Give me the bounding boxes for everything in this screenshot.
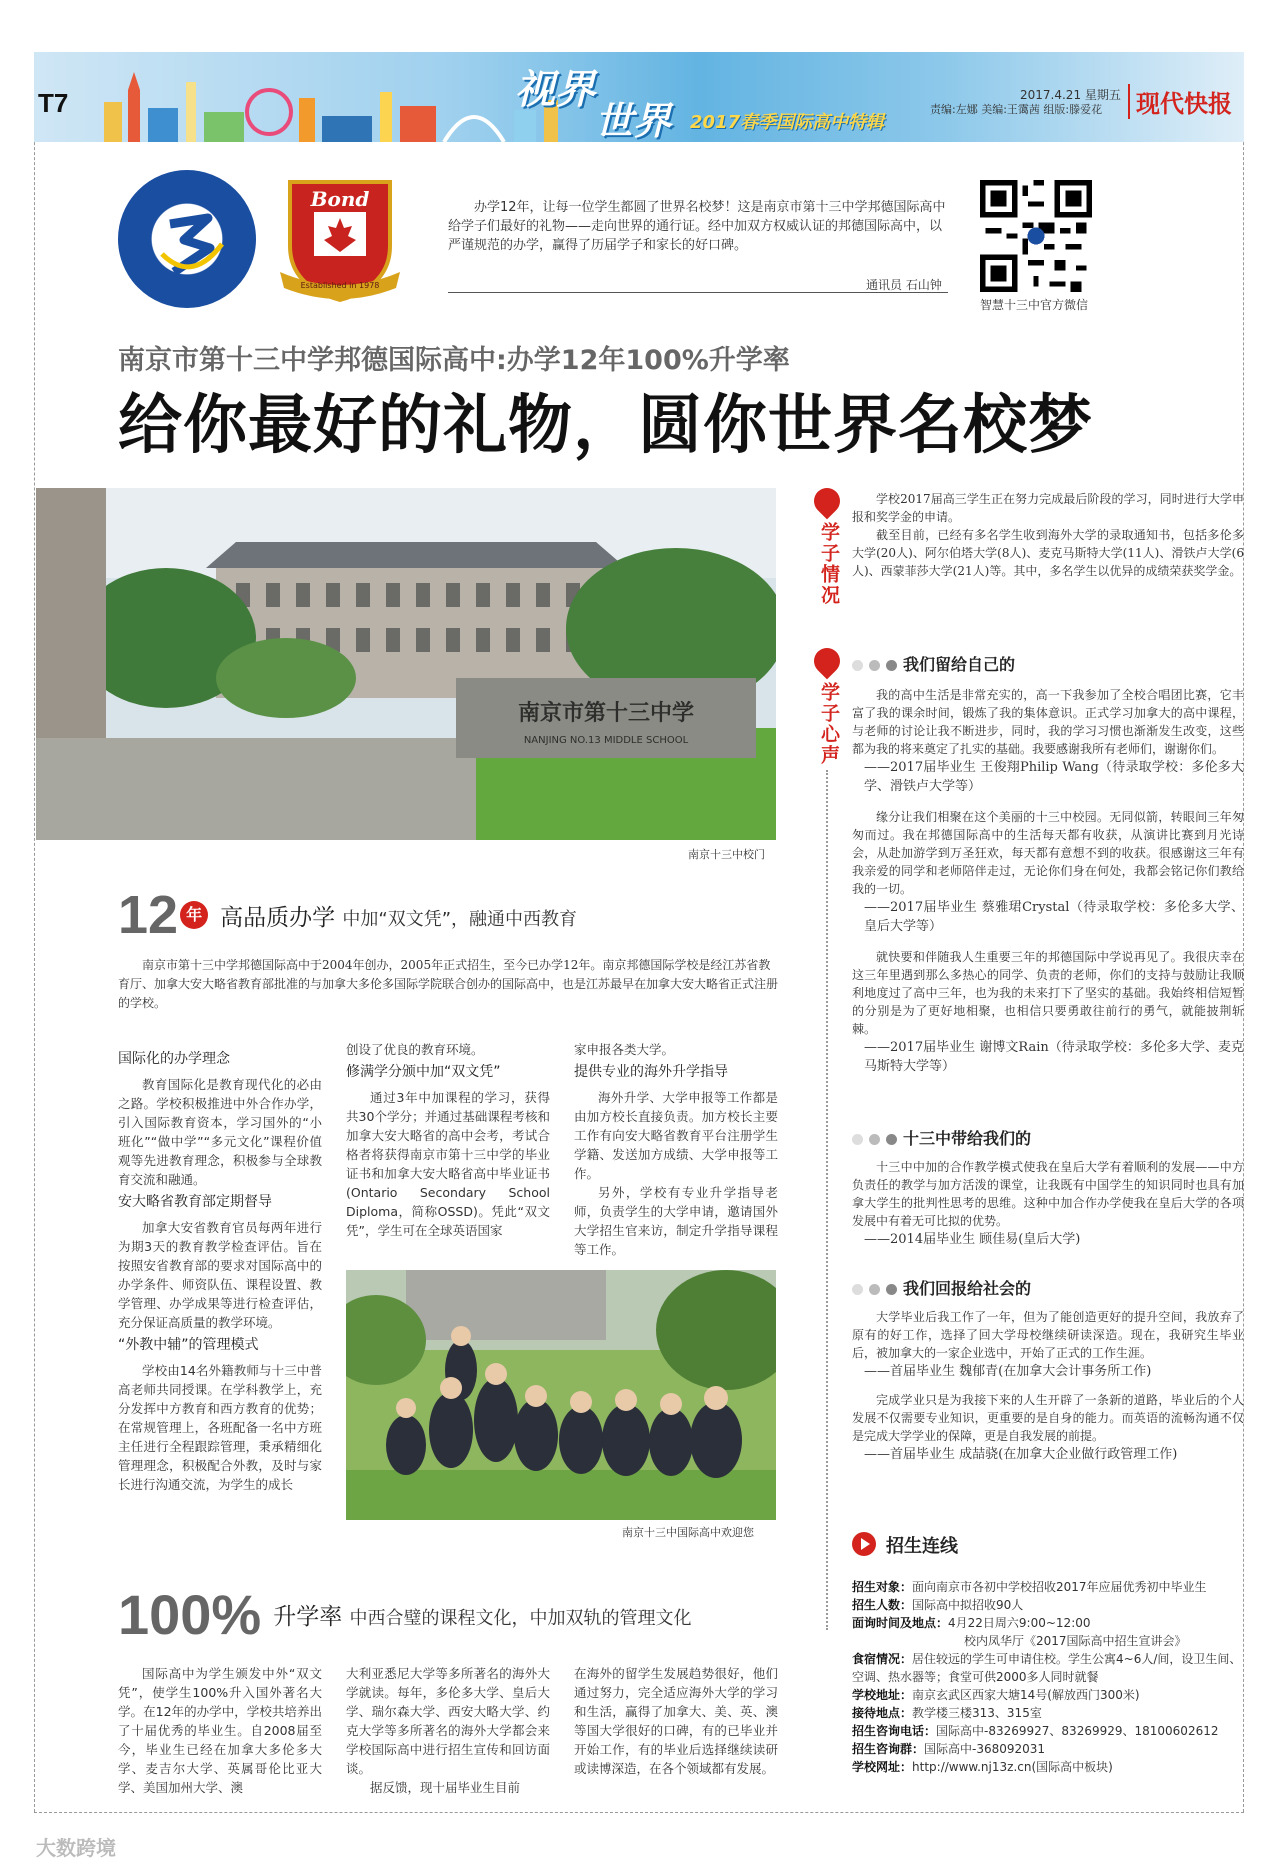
enroll-row-lodging [852, 1650, 1244, 1686]
voice-4-signature: ——2014届毕业生 顾佳易(皇后大学) [864, 1232, 1081, 1247]
enroll-row-phone [852, 1722, 1244, 1740]
issue-date: 2017.4.21 星期五 [1020, 88, 1121, 102]
page-number: T7 [38, 88, 69, 118]
enroll-row-website [852, 1758, 1244, 1776]
voices-block-3 [852, 1308, 1244, 1464]
col1-heading-1: 国际化的办学理念 [118, 1051, 230, 1067]
voices-heading-1 [852, 652, 1015, 675]
section-100-title [273, 1598, 691, 1631]
article-column-5 [346, 1664, 550, 1797]
article-column-4 [118, 1664, 322, 1797]
enroll-row-target [852, 1578, 1244, 1596]
enroll-value: 居住较远的学生可申请住校。学生公寓4~6人/间，设卫生间、空调、热水器等；食堂可供2000多人同时就餐 [852, 1652, 1242, 1684]
col5-paragraph-1: 大利亚悉尼大学等多所著名的海外大学就读。每年，多伦多大学、皇后大学、瑞尔森大学、西安大略大学、约克大学等多所著名的海外大学都会来学校国际高中进行招生宣传和回访面谈。 [346, 1666, 550, 1776]
enroll-key: 接待地点： [852, 1706, 913, 1720]
col2-paragraph-1: 通过3年中加课程的学习，获得共30个学分；并通过基础课程考核和加拿大安大略省的高中会考，考试合格者将获得南京市第十三中学的毕业证书和加拿大安大略省高中毕业证书(Ontario Secondary School Diploma，简称OSSD)。凭此“双文凭”，学生可在全球英语国家 [346, 1090, 550, 1238]
column-dotted-divider [826, 770, 828, 1630]
voices-block-1 [852, 686, 1244, 1076]
qr-caption: 智慧十三中官方微信 [980, 298, 1089, 312]
voice-3: 就快要和伴随我人生重要三年的邦德国际中学说再见了。我很庆幸在这三年里遇到那么多热心的同学、负责的老师，你们的支持与鼓励让我顺利地度过了高中三年，也为我的未来打下了坚实的基础。我始终相信短暂的分别是为了更好地相聚，也相信只要勇敢往前行的勇气，就能披荆斩棘。 [852, 950, 1244, 1036]
col6-paragraph-1: 在海外的留学生发展趋势很好，他们通过努力，完全适应海外大学的学习和生活，赢得了加拿大、美、英、澳等国大学很好的口碑，有的已毕业并开始工作，有的毕业后选择继续读研或读博深造，在各个领域都有发展。 [574, 1666, 778, 1776]
enroll-key: 招生对象： [852, 1580, 913, 1594]
article-column-1 [118, 1046, 322, 1494]
voice-2: 缘分让我们相聚在这个美丽的十三中校园。无同似箭，转眼间三年匆匆而过。我在邦德国际高中的生活每天都有收获，从演讲比赛到月光诗会，从赴加游学到万圣狂欢，每天都有意想不到的收获。很感谢这三年有我亲爱的同学和老师陪伴走过，无论你们身在何处，我都会铭记你们教给我的一切。 [852, 810, 1244, 896]
status-paragraph-1: 学校2017届高三学生正在努力完成最后阶段的学习，同时进行大学申报和奖学金的申请。 [852, 492, 1244, 524]
enroll-key: 学校地址： [852, 1688, 913, 1702]
enroll-key: 面询时间及地点： [852, 1616, 949, 1630]
col4-paragraph-1: 国际高中为学生颁发中外“双文凭”，使学生100%升入国外著名大学。在12年的办学中，学校共培养出了十届优秀的毕业生。自2008届至今，毕业生已经在加拿大多伦多大学、麦吉尔大学、英属哥伦比亚大学、美国加州大学、澳 [118, 1666, 322, 1795]
section-100-title-text: 升学率 [273, 1604, 343, 1630]
enroll-row-time [852, 1614, 1244, 1632]
dot-icon [852, 660, 863, 671]
article-column-3 [574, 1040, 778, 1259]
qr-code[interactable] [980, 180, 1092, 292]
col3-paragraph-2: 另外，学校有专业升学指导老师，负责学生的大学申请，邀请国外大学招生官来访，制定升学指导课程等工作。 [574, 1185, 778, 1257]
voice-5: 大学毕业后我工作了一年，但为了能创造更好的提升空间，我放弃了原有的好工作，选择了回大学母校继续研读深造。现在，我研究生毕业后，被加拿大的一家企业选中，开始了正式的工作生涯。 [852, 1310, 1244, 1360]
col3-paragraph-1: 海外升学、大学申报等工作都是由加方校长直接负责。加方校长主要工作有向安大略省教育平台注册学生学籍、发送加方成绩、大学申报等工作。 [574, 1090, 778, 1181]
section-12-number: 12 [118, 885, 179, 945]
students-group-photo [346, 1270, 776, 1520]
enrollment-info [852, 1578, 1244, 1776]
dot-icon [869, 660, 880, 671]
watermark: 大数跨境 [36, 1836, 116, 1860]
col2-heading-1: 修满学分颁中加“双文凭” [346, 1064, 501, 1080]
enrollment-title: 招生连线 [886, 1536, 958, 1557]
section-subtitle: 2017春季国际高中特辑 [690, 112, 885, 133]
article-column-2 [346, 1040, 550, 1240]
voice-6: 完成学业只是为我接下来的人生开辟了一条新的道路，毕业后的个人发展不仅需要专业知识，更重要的是自身的能力。而英语的流畅沟通不仅是完成大学学业的保障，更是自我发展的前提。 [852, 1393, 1244, 1443]
year-badge: 年 [180, 901, 208, 929]
bond-wordmark: Bond [310, 187, 370, 211]
col1-paragraph-3: 学校由14名外籍教师与十三中普高老师共同授课。在学科教学上，充分发挥中方教育和西方教育的优势；在常规管理上，各班配备一名中方班主任进行全程跟踪管理，秉承精细化管理理念，积极配合外教，及时与家长进行沟通交流，为学生的成长 [118, 1363, 322, 1492]
col1-paragraph-2: 加拿大安省教育官员每两年进行为期3天的教育教学检查评估。旨在按照安省教育部的要求对国际高中的办学条件、师资队伍、课程设置、教学管理、办学成果等进行检查评估，充分保证高质量的教学环境。 [118, 1220, 322, 1330]
newspaper-logo: 现代快报 [1128, 84, 1232, 119]
bond-logo [270, 176, 410, 304]
enroll-row-count [852, 1596, 1244, 1614]
section-100-subtitle: 中西合璧的课程文化，中加双轨的管理文化 [349, 1608, 692, 1629]
enroll-key: 招生人数： [852, 1598, 913, 1612]
col1-heading-2: 安大略省教育部定期督导 [118, 1194, 272, 1210]
photo1-caption: 南京十三中校门 [688, 848, 765, 861]
bottom-divider [34, 1812, 1244, 1813]
voices-heading-2-text: 十三中带给我们的 [903, 1129, 1032, 1148]
enroll-value: 教学楼三楼313、315室 [912, 1706, 1042, 1720]
school-website-link[interactable]: http://www.nj13z.cn(国际高中板块) [912, 1760, 1113, 1774]
enroll-value: 南京玄武区西家大塘14号(解放西门300米) [912, 1688, 1140, 1702]
voice-2-signature: ——2017届毕业生 蔡雅珺Crystal（待录取学校：多伦多大学、皇后大学等） [864, 900, 1244, 934]
col5-paragraph-2: 据反馈，现十届毕业生目前 [370, 1780, 521, 1795]
dot-icon [852, 1284, 863, 1295]
bond-established: Established in 1978 [300, 281, 380, 290]
dot-icon [886, 660, 897, 671]
photo2-caption: 南京十三中国际高中欢迎您 [622, 1526, 754, 1539]
enroll-key: 招生咨询群： [852, 1742, 925, 1756]
student-status-text [852, 490, 1244, 580]
school-logo [118, 170, 256, 308]
section-12-subtitle: 中加“双文凭”，融通中西教育 [342, 908, 578, 930]
section-12-heading [118, 884, 577, 946]
gate-sign-en: NANJING NO.13 MIDDLE SCHOOL [523, 735, 689, 746]
enroll-row-address [852, 1686, 1244, 1704]
dot-icon [852, 1134, 863, 1145]
voice-3-signature: ——2017届毕业生 谢博文Rain（待录取学校：多伦多大学、麦克马斯特大学等） [864, 1040, 1244, 1074]
voices-heading-3 [852, 1276, 1031, 1299]
dot-icon [869, 1134, 880, 1145]
play-icon [852, 1532, 876, 1556]
dot-icon [886, 1134, 897, 1145]
enroll-value: 面向南京市各初中学校招收2017年应届优秀初中毕业生 [912, 1580, 1207, 1594]
col1-paragraph-1: 教育国际化是教育现代化的必由之路。学校积极推进中外合作办学，引入国际教育资本，学习国外的“小班化”“做中学”“多元文化”课程价值观等先进教育理念，积极参与全球教育交流和融通。 [118, 1077, 322, 1187]
voice-1: 我的高中生活是非常充实的，高一下我参加了全校合唱团比赛，它丰富了我的课余时间，锻炼了我的集体意识。正式学习加拿大的高中课程，与老师的讨论让我不断进步，同时，我的学习习惯也渐渐发生改变，这些都为我的将来奠定了扎实的基础。我要感谢我所有老师们，谢谢你们。 [852, 688, 1244, 756]
section-100-number: 100% [118, 1583, 262, 1646]
voice-1-signature: ——2017届毕业生 王俊翔Philip Wang（待录取学校：多伦多大学、滑铁卢大学等） [864, 760, 1244, 794]
sub-headline: 南京市第十三中学邦德国际高中:办学12年100%升学率 [118, 345, 790, 376]
dot-icon [886, 1284, 897, 1295]
article-column-6 [574, 1664, 778, 1778]
school-logo-emblem [122, 174, 260, 312]
col3-continued: 家申报各类大学。 [574, 1042, 675, 1057]
dot-icon [869, 1284, 880, 1295]
section-100-heading [118, 1582, 692, 1647]
section-12-title [220, 899, 577, 932]
reporter-credit: 通讯员 石山钟 [866, 278, 942, 292]
status-paragraph-2: 截至目前，已经有多名学生收到海外大学的录取通知书，包括多伦多大学(20人)、阿尔伯塔大学(8人)、麦克马斯特大学(11人)、滑铁卢大学(6人)、西蒙菲莎大学(21人)等。其中，多名学生以优异的成绩荣获奖学金。 [852, 528, 1244, 578]
section-title-a: 视界 [515, 67, 595, 113]
enroll-value: 国际高中-368092031 [924, 1742, 1046, 1756]
enroll-row-group [852, 1740, 1244, 1758]
student-voices-label: 学子心声 [818, 682, 840, 766]
gate-sign-cn: 南京市第十三中学 [517, 700, 695, 726]
voice-6-signature: ——首届毕业生 成喆骁(在加拿大企业做行政管理工作) [864, 1447, 1178, 1462]
col2-continued: 创设了优良的教育环境。 [346, 1042, 484, 1057]
intro-paragraph: 办学12年，让每一位学生都圆了世界名校梦！这是南京市第十三中学邦德国际高中给学子们最好的礼物——走向世界的通行证。经中加双方权威认证的邦德国际高中，以严谨规范的办学，赢得了历届学子和家长的好口碑。 [448, 200, 946, 253]
editor-credits: 责编:左娜 美编:王霭茜 组版:滕爱花 [930, 103, 1103, 116]
col3-heading-1: 提供专业的海外升学指导 [574, 1064, 728, 1080]
enroll-value: 4月22日周六9:00~12:00 [948, 1616, 1091, 1630]
enroll-key: 食宿情况： [852, 1652, 913, 1666]
voices-block-2 [852, 1158, 1244, 1249]
enroll-value: 国际高中-83269927、83269929、18100602612 [936, 1724, 1219, 1738]
enroll-key: 学校网址： [852, 1760, 913, 1774]
main-headline: 给你最好的礼物，圆你世界名校梦 [118, 389, 1093, 463]
enroll-row-venue: 校内凤华厅《2017国际高中招生宣讲会》 [964, 1634, 1187, 1648]
enroll-row-reception [852, 1704, 1244, 1722]
intro-divider [448, 292, 948, 293]
student-status-label: 学子情况 [818, 522, 840, 606]
voices-heading-2 [852, 1126, 1031, 1149]
voices-heading-3-text: 我们回报给社会的 [903, 1279, 1032, 1298]
campus-gate-photo [36, 488, 776, 840]
section-12-title-text: 高品质办学 [220, 904, 336, 931]
enroll-value: 国际高中拟招收90人 [912, 1598, 1024, 1612]
enroll-key: 招生咨询电话： [852, 1724, 937, 1738]
voice-5-signature: ——首届毕业生 魏郁青(在加拿大会计事务所工作) [864, 1364, 1152, 1379]
section-12-lead: 南京市第十三中学邦德国际高中于2004年创办，2005年正式招生，至今已办学12年。南京邦德国际学校是经江苏省教育厅、加拿大安大略省教育部批准的与加拿大多伦多国际学院联合创办的国际高中，也是江苏最早在加拿大安大略省正式注册的学校。 [118, 958, 779, 1010]
section-title-b: 世界 [595, 99, 672, 143]
col1-heading-3: “外教中辅”的管理模式 [118, 1337, 259, 1353]
voices-heading-1-text: 我们留给自己的 [903, 655, 1016, 674]
voice-4: 十三中中加的合作教学模式使我在皇后大学有着顺利的发展——中方负责任的教学与加方活泼的课堂，让我既有中国学生的知识同时也具有加拿大学生的批判性思考的思维。这种中加合作办学使我在皇后大学的各项发展中有着无可比拟的优势。 [852, 1160, 1244, 1228]
